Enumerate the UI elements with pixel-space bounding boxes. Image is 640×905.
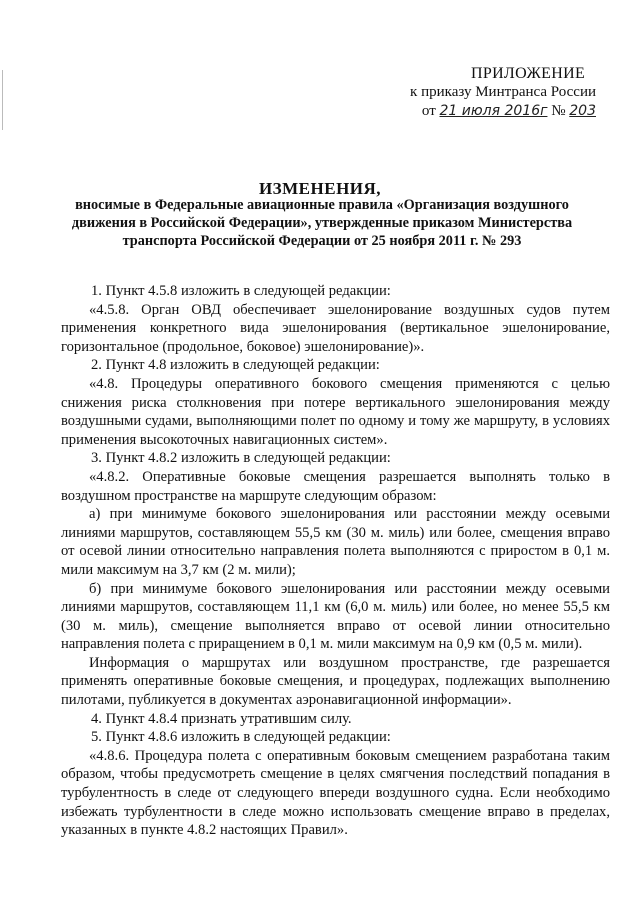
subtitle-line: вносимые в Федеральные авиационные правила «Организация воздушного xyxy=(75,197,569,213)
subtitle-line: движения в Российской Федерации», утвержденные приказом Министерства xyxy=(71,215,573,231)
appendix-order-line: к приказу Минтранса России xyxy=(410,84,596,100)
appendix-header xyxy=(410,64,596,121)
document-subtitle xyxy=(44,196,600,250)
margin-mark xyxy=(2,70,6,130)
paragraph-item-1: 1. Пункт 4.5.8 изложить в следующей редакции: xyxy=(91,283,391,299)
date-prefix: от xyxy=(421,103,436,119)
subtitle-line: транспорта Российской Федерации от 25 ноября 2011 г. № 293 xyxy=(122,233,522,249)
handwritten-number: 203 xyxy=(569,103,596,119)
appendix-date-line xyxy=(410,102,596,121)
paragraph-4-8-2-a: а) при минимуме бокового эшелонирования или расстоянии между осевыми линиями маршрутов, составляющем 55,5 км (30 м. миль) или более, смещения вправо от осевой линии относительно направления полета выполняются с приростом в 0,1 м. мили максимум на 3,7 км (2 м. мили); xyxy=(61,506,610,578)
appendix-title: ПРИЛОЖЕНИЕ xyxy=(471,65,586,82)
paragraph-item-2: 2. Пункт 4.8 изложить в следующей редакции: xyxy=(91,357,380,374)
paragraph-information: Информация о маршрутах или воздушном пространстве, где разрешается применять оперативные боковые смещения, и процедурах, подлежащих выполнению пилотами, публикуется в документах аэронавигационной информации». xyxy=(61,654,610,709)
paragraph-item-5: 5. Пункт 4.8.6 изложить в следующей редакции: xyxy=(91,729,391,746)
number-prefix: № xyxy=(551,103,566,119)
paragraph-4-8-2: «4.8.2. Оперативные боковые смещения разрешается выполнять только в воздушном пространстве на маршруте следующим образом: xyxy=(61,468,610,504)
paragraph-item-4: 4. Пункт 4.8.4 признать утратившим силу. xyxy=(91,710,352,727)
document-title: ИЗМЕНЕНИЯ, xyxy=(258,179,382,198)
paragraph-4-8: «4.8. Процедуры оперативного бокового смещения применяются с целью снижения риска столкновения при потере вертикального эшелонирования между воздушными судами, выполняющими полет по одному и тому же маршруту, в условиях применения высокоточных навигационных систем». xyxy=(61,375,610,448)
paragraph-4-8-6: «4.8.6. Процедура полета с оперативным боковым смещением разработана таким образом, чтобы предусмотреть смещение в целях смягчения последствий попадания в турбулентность в следе от следующего впереди воздушного судна. Если необходимо избежать турбулентности в следе можно использовать смещение вправо в пределах, указанных в пункте 4.8.2 настоящих Правил». xyxy=(61,747,610,839)
paragraph-4-5-8: «4.5.8. Орган ОВД обеспечивает эшелонирование воздушных судов путем применения конкретного вида эшелонирования (вертикальное эшелонирование, горизонтальное (продольное, боковое) эшелонирование)». xyxy=(61,301,610,355)
document-body xyxy=(61,282,610,840)
handwritten-date: 21 июля 2016г xyxy=(439,103,548,119)
paragraph-item-3: 3. Пункт 4.8.2 изложить в следующей редакции: xyxy=(91,450,391,467)
paragraph-4-8-2-b: б) при минимуме бокового эшелонирования или расстоянии между осевыми линиями маршрутов, составляющем 11,1 км (6,0 м. миль) или более, но менее 55,5 км (30 м. миль), смещение выполняется вправо от осевой линии относительно направления полета с приращением в 0,1 м. мили максимум на 0,9 км (0,5 м. мили). xyxy=(61,580,610,653)
